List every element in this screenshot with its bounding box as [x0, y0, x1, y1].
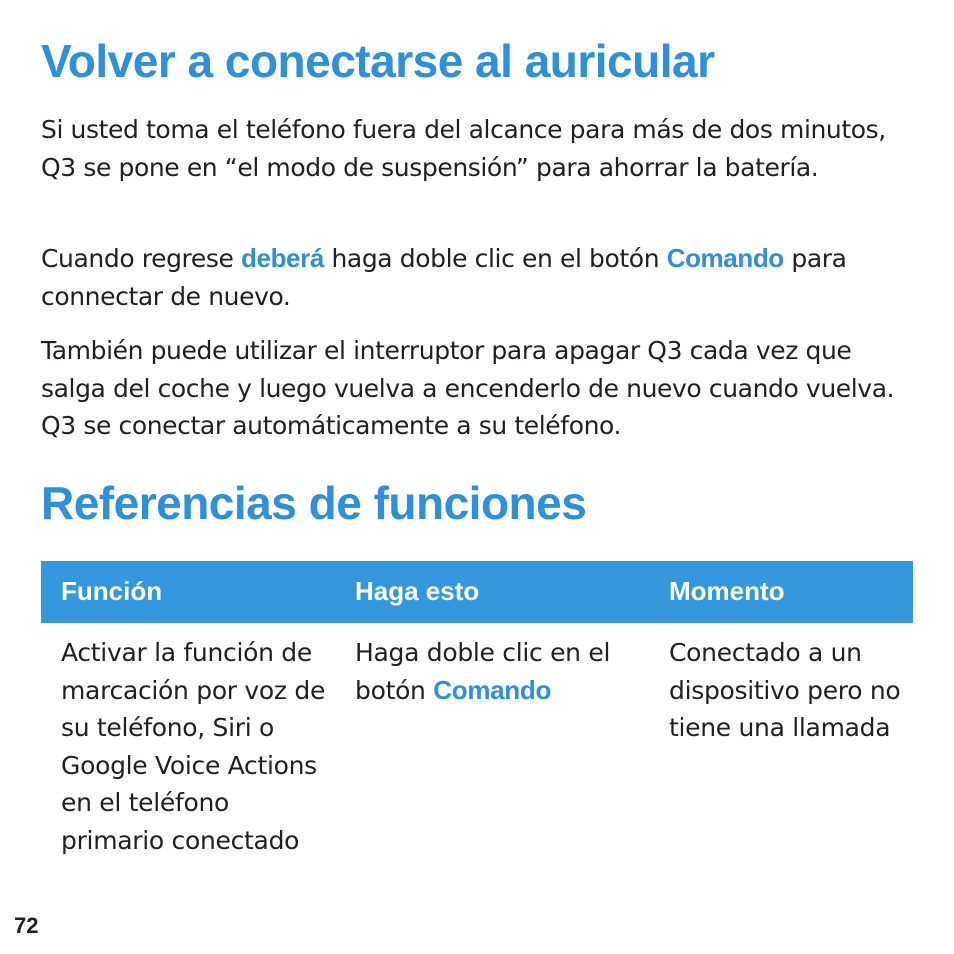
paragraph-sleep-mode: Si usted toma el teléfono fuera del alcance para más de dos minutos, Q3 se pone en “el modo de suspensión” para ahorrar la batería. [41, 115, 886, 182]
table-header [41, 561, 913, 623]
keyword-comando: Comando [666, 243, 784, 273]
paragraph-text: para connectar de nuevo. [41, 244, 847, 311]
table-header-haga-esto: Haga esto [355, 576, 480, 606]
section-title-reconnect: Volver a conectarse al auricular [41, 35, 715, 87]
table-cell-funcion: Activar la función de marcación por voz de su teléfono, Siri o Google Voice Actions en el teléfono primario conectado [61, 638, 326, 855]
table-header-funcion: Función [61, 576, 163, 606]
paragraph-reconnect [41, 240, 921, 315]
page-number: 72 [14, 913, 39, 938]
section-title-function-reference: Referencias de funciones [41, 477, 587, 529]
cell-text: Haga doble clic en el botón [355, 638, 611, 705]
table-header-momento: Momento [669, 576, 785, 606]
paragraph-text: haga doble clic en el botón [323, 244, 667, 273]
paragraph-text: Cuando regrese [41, 244, 242, 273]
table-cell-momento: Conectado a un dispositivo pero no tiene una llamada [669, 638, 901, 742]
keyword-comando: Comando [433, 674, 552, 705]
table-cell-haga-esto [355, 634, 645, 709]
paragraph-switch: También puede utilizar el interruptor para apagar Q3 cada vez que salga del coche y luego vuelva a encenderlo de nuevo cuando vuelva. Q3 se conectar automáticamente a su teléfono. [41, 336, 895, 440]
keyword-debera: deberá [241, 243, 324, 273]
